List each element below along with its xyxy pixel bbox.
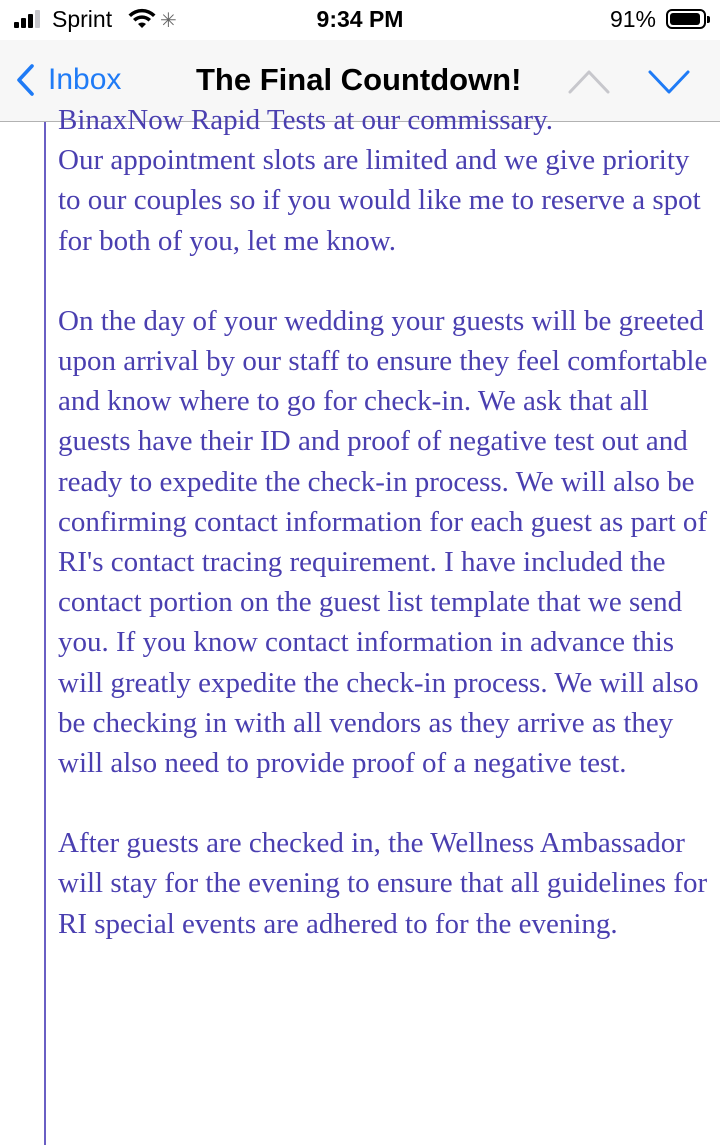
message-subject-title: The Final Countdown! bbox=[196, 62, 522, 97]
battery-percent: 91% bbox=[609, 6, 656, 32]
paragraph-wedding-day: On the day of your wedding your guests will be greeted upon arrival by our staff to ensure they feel comfortable and know where to go for check-in. We ask that all guests have their ID and proof of negative test out and ready to expedite the check-in process. We will also be confirming contact information for each guest as part of RI's contact tracing requirement. I have included the contact portion on the guest list template that we send you. If you know contact information in advance this will greatly expedite the check-in process. We will also be checking in with all vendors as they arrive as they will also need to provide proof of a negative test. bbox=[58, 304, 708, 780]
chevron-left-icon bbox=[14, 63, 36, 97]
paragraph-appointments: Our appointment slots are limited and we give priority to our couples so if you would like me to reserve a spot for both of you, let me know. bbox=[58, 144, 701, 257]
previous-message-chevron-up-icon[interactable] bbox=[566, 66, 612, 96]
partial-text-line: BinaxNow Rapid Tests at our commissary. bbox=[58, 104, 553, 136]
next-message-chevron-down-icon[interactable] bbox=[646, 66, 692, 96]
battery-icon bbox=[666, 9, 706, 29]
carrier-name: Sprint bbox=[52, 6, 113, 32]
back-label: Inbox bbox=[48, 63, 122, 96]
paragraph-wellness-ambassador: After guests are checked in, the Wellness Ambassador will stay for the evening to ensure that all guidelines for RI special events are adhered to for the evening. bbox=[58, 827, 708, 940]
message-body[interactable] bbox=[0, 104, 720, 1145]
activity-spinner-icon: ✳ bbox=[160, 10, 177, 32]
back-to-inbox-button[interactable] bbox=[14, 60, 121, 100]
status-bar bbox=[0, 0, 720, 40]
quote-bar bbox=[44, 122, 46, 1145]
clock: 9:34 PM bbox=[316, 6, 404, 32]
quoted-text bbox=[58, 100, 708, 984]
